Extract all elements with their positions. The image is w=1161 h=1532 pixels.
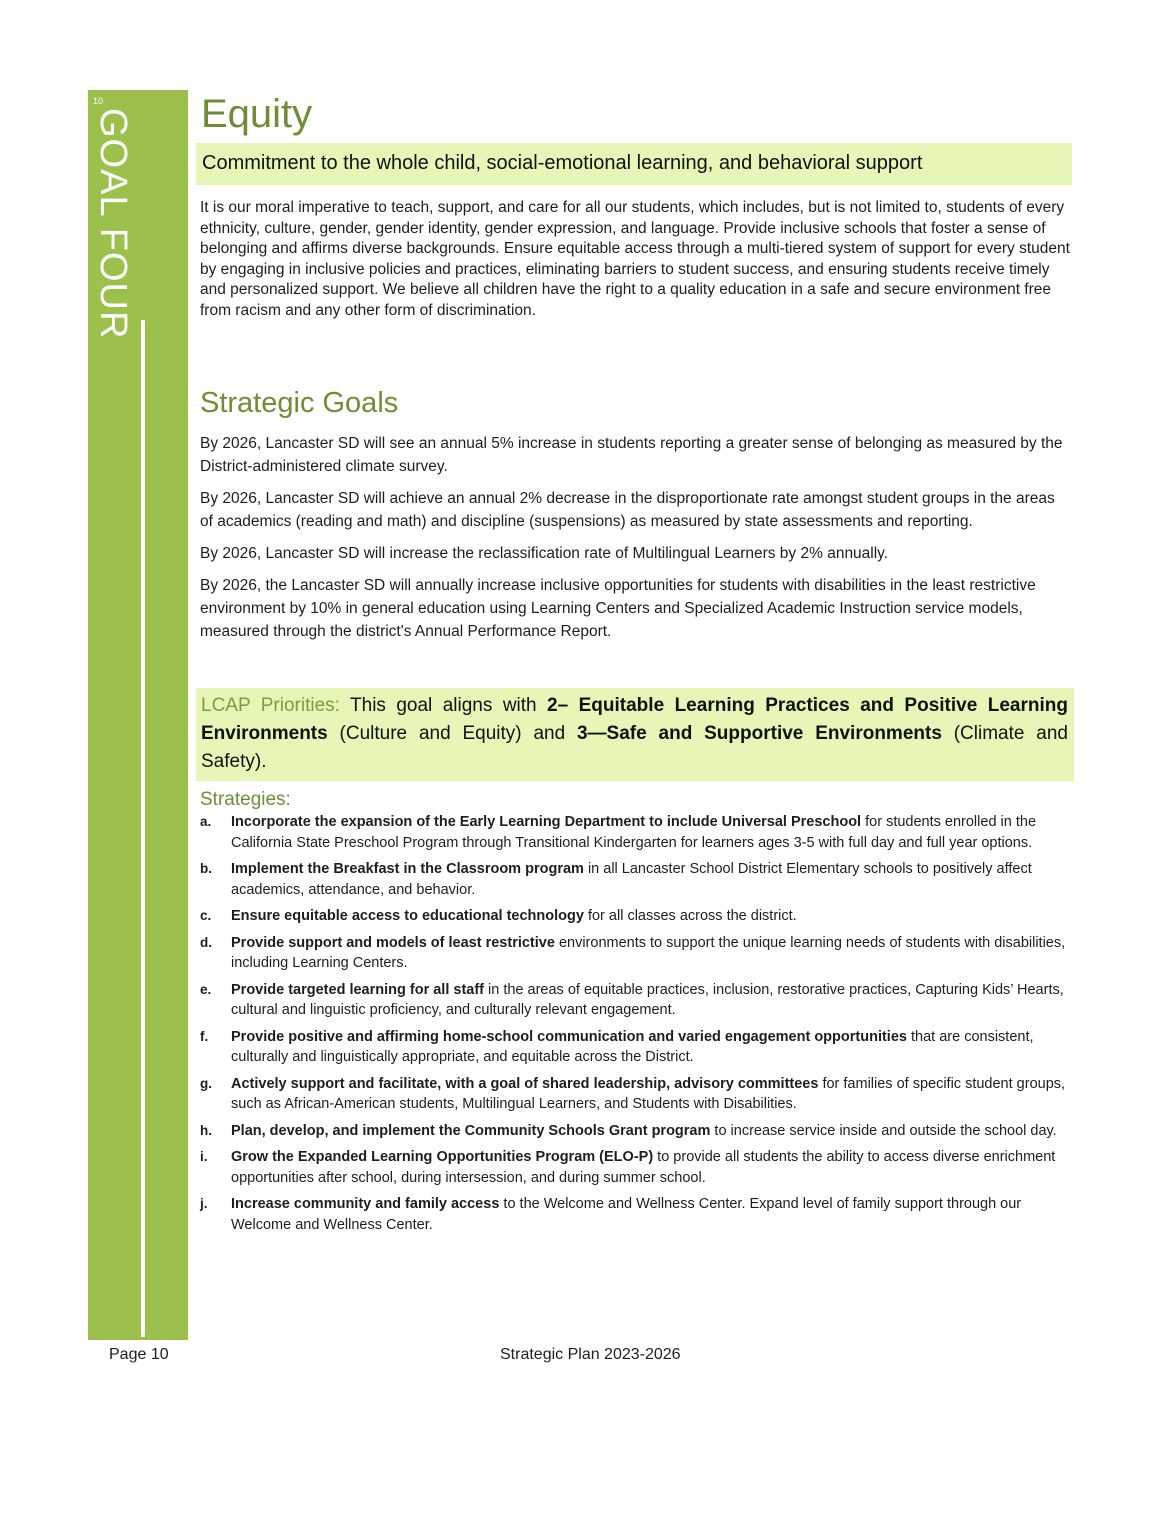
strategy-title: Provide positive and affirming home-school communication and varied engagement opportunities [231, 1028, 907, 1045]
strategy-title: Increase community and family access [231, 1196, 500, 1212]
strategy-title: Grow the Expanded Learning Opportunities Program (ELO-P) [231, 1149, 654, 1165]
lcap-text: (Climate and Safety). [201, 723, 1068, 772]
page-title: Equity [201, 92, 313, 136]
strategy-text: that are consistent, culturally and linguistically appropriate, and equitable across the District. [231, 1028, 1034, 1065]
strategy-title: Implement the Breakfast in the Classroom program [231, 861, 584, 877]
strategy-marker: h. [200, 1122, 212, 1138]
strategy-marker: e. [200, 981, 212, 997]
sidebar-title: GOAL FOUR [92, 108, 134, 340]
strategy-title: Actively support and facilitate, with a goal of shared leadership, advisory committees [231, 1075, 819, 1092]
intro-paragraph: It is our moral imperative to teach, support, and care for all our students, which includes, but is not limited to, students of every ethnicity, culture, gender, gender identity, gender expression, and language. Provide inclusive schools that foster a sense of belonging and affirms diverse backgrounds. Ensure equitable access through a multi-tiered system of support for every student by engaging in inclusive policies and practices, eliminating barriers to student success, and ensuring students receive timely and personalized support. We believe all children have the right to a quality education in a safe and secure environment free from racism and any other form of discrimination. [200, 199, 1070, 319]
strategy-marker: c. [200, 908, 212, 923]
footer-page-number: Page 10 [109, 1346, 169, 1363]
strategy-item [200, 980, 1075, 1021]
lcap-priority-3: 3—Safe and Supportive Environments [576, 723, 942, 744]
strategy-marker: i. [200, 1149, 208, 1164]
strategy-item [200, 1074, 1075, 1115]
strategy-marker: d. [200, 934, 212, 950]
strategy-title: Ensure equitable access to educational technology [231, 908, 584, 924]
strategy-text: for students enrolled in the California State Preschool Program through Transitional Kindergarten for learners ages 3-5 with full day and full year options. [231, 814, 1037, 851]
strategy-text: in the areas of equitable practices, inclusion, restorative practices, Capturing Kids’ Hearts, cultural and linguistic proficiency, and culturally relevant engagement. [231, 981, 1064, 1018]
strategic-goals-list [200, 432, 1070, 652]
strategy-title: Provide targeted learning for all staff [231, 981, 484, 998]
lcap-text: (Culture and Equity) and [327, 723, 577, 744]
strategy-title: Provide support and models of least restrictive [231, 934, 555, 951]
footer-document-title: Strategic Plan 2023-2026 [500, 1346, 681, 1363]
strategy-text: to the Welcome and Wellness Center. Expand level of family support through our Welcome and Wellness Center. [231, 1196, 1022, 1233]
strategy-text: environments to support the unique learning needs of students with disabilities, including Learning Centers. [231, 934, 1066, 971]
strategy-marker: g. [200, 1075, 212, 1091]
lcap-text: This goal aligns with [339, 695, 548, 716]
goal-item: By 2026, Lancaster SD will see an annual 5% increase in students reporting a greater sense of belonging as measured by the District-administered climate survey. [200, 435, 1063, 475]
lcap-priorities-box [196, 688, 1074, 781]
strategy-item [200, 1121, 1075, 1142]
sidebar-number: 10 [93, 96, 104, 106]
strategy-marker: j. [200, 1196, 208, 1211]
subheading-banner: Commitment to the whole child, social-emotional learning, and behavioral support [196, 143, 1072, 185]
strategy-item [200, 933, 1075, 974]
goal-item: By 2026, the Lancaster SD will annually increase inclusive opportunities for students with disabilities in the least restrictive environment by 10% in general education using Learning Centers and Specialized Academic Instruction service models, measured through the district's Annual Performance Report. [200, 577, 1036, 640]
lcap-priority-2: 2– Equitable Learning Practices and Positive Learning Environments [201, 695, 1068, 744]
strategy-text: in all Lancaster School District Elementary schools to positively affect academics, attendance, and behavior. [231, 861, 1032, 898]
strategy-text: for families of specific student groups, such as African-American students, Multilingual Learners, and Students with Disabilities. [231, 1075, 1066, 1112]
goal-item: By 2026, Lancaster SD will achieve an annual 2% decrease in the disproportionate rate amongst student groups in the areas of academics (reading and math) and discipline (suspensions) as measured by state assessments and reporting. [200, 490, 1055, 530]
strategy-item [200, 1147, 1075, 1188]
strategy-item [200, 1027, 1075, 1068]
goal-item: By 2026, Lancaster SD will increase the reclassification rate of Multilingual Learners by 2% annually. [200, 545, 889, 562]
strategies-heading: Strategies: [200, 789, 291, 810]
strategy-item [200, 859, 1075, 900]
strategy-text: to increase service inside and outside the school day. [710, 1122, 1057, 1139]
strategy-marker: a. [200, 814, 212, 829]
strategy-item [200, 906, 1075, 927]
strategy-marker: b. [200, 861, 212, 876]
strategic-goals-heading: Strategic Goals [200, 387, 399, 419]
strategy-text: for all classes across the district. [583, 908, 797, 924]
sidebar-divider [141, 320, 145, 1337]
strategy-item [200, 1194, 1075, 1235]
strategy-marker: f. [200, 1028, 209, 1044]
strategy-title: Incorporate the expansion of the Early Learning Department to include Universal Preschool [231, 814, 862, 830]
lcap-label: LCAP Priorities: [201, 695, 340, 716]
strategy-text: to provide all students the ability to access diverse enrichment opportunities after school, during intersession, and during summer school. [231, 1149, 1056, 1186]
strategy-title: Plan, develop, and implement the Community Schools Grant program [231, 1122, 711, 1139]
strategy-item [200, 812, 1075, 853]
strategies-list [200, 812, 1075, 1241]
